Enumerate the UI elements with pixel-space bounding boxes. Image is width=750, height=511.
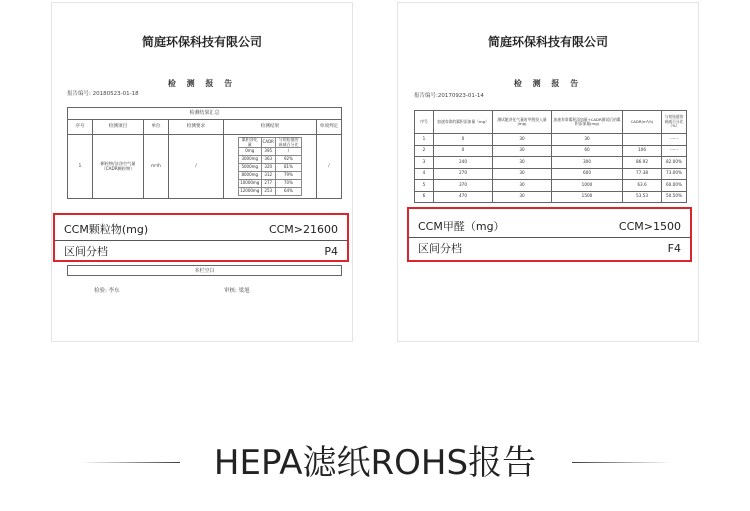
inner-header-cell: 累积净化量 [239,138,262,148]
right-header-cell: 加速寿命累积添加量+CADR测试后的累积添加量(mg) [552,111,623,134]
table-cell: 30 [493,145,552,157]
left-footer-blank: 本栏空白 [67,265,342,276]
table-cell: 0mg [239,148,262,156]
left-company-name: 简庭环保科技有限公司 [141,35,262,49]
table-cell: 240 [434,157,493,169]
table-cell: 70% [275,180,301,188]
table-cell: 63.6 [623,180,662,192]
table-cell: 320 [261,164,275,172]
table-cell: 30 [493,134,552,146]
table-cell: 30 [493,180,552,192]
right-header-cell: 加速寿命的累积添加量（mg） [434,111,493,134]
left-inner-table [238,137,302,196]
left-unit: m³/h [144,135,169,199]
left-test-item: 颗粒物/洁净空气量（CADR颗粒物） [93,135,144,199]
left-highlight-box [53,213,349,262]
right-ccm-label: CCM甲醛（mg） [418,220,505,233]
table-cell: 1500 [552,191,623,203]
table-cell: 92% [275,156,301,164]
right-header-cell: CADR(m³/h) [623,111,662,134]
right-results-table [414,110,687,203]
right-ccm-value: CCM>1500 [618,219,681,233]
table-row [239,172,302,180]
left-grade-row [55,240,347,262]
table-cell: 30 [493,157,552,169]
table-row [415,180,687,192]
inner-header-cell: CADR [261,138,275,148]
left-header-cell: 序号 [68,120,93,135]
table-cell: 30 [493,191,552,203]
table-cell [623,134,662,146]
right-grade-row [409,237,690,259]
left-grade-value: P4 [324,244,338,258]
table-cell: 82.00% [662,157,687,169]
table-cell: 30 [552,134,623,146]
table-cell: 5000mg [239,164,262,172]
table-cell: 3 [415,157,434,169]
left-tester: 检验: 李东 [94,288,120,294]
table-row [239,164,302,172]
table-cell: 6 [415,191,434,203]
table-cell: 50.50% [662,191,687,203]
left-results-table [67,107,342,199]
table-cell: 3000mg [239,156,262,164]
title-divider-right [572,462,672,463]
table-cell: 60 [552,145,623,157]
table-row [415,145,687,157]
right-header-cell: 与初始值的衰减百分比（%） [662,111,687,134]
left-reviewer: 审核: 梁旭 [224,288,250,294]
table-row [239,180,302,188]
left-table-caption: 检测结果汇总 [68,108,342,120]
table-cell: 5 [415,180,434,192]
right-grade-label: 区间分档 [418,242,462,255]
left-row-number: 1 [68,135,93,199]
table-cell: 363 [261,156,275,164]
table-cell: 79% [275,172,301,180]
table-cell: 2 [415,145,434,157]
table-cell: 277 [261,180,275,188]
left-ccm-row [55,218,347,241]
table-cell: 395 [261,148,275,156]
left-header-cell: 单位 [144,120,169,135]
left-report-title: 检 测 报 告 [167,79,237,88]
table-cell: 270 [434,168,493,180]
right-report-number: 报告编号:20170923-01-14 [414,93,484,99]
table-cell: 30 [493,168,552,180]
left-requirement: / [169,135,224,199]
right-report-title: 检 测 报 告 [513,79,583,88]
left-header-cell: 单项判定 [317,120,342,135]
table-cell: 1000 [552,180,623,192]
table-cell: 86.92 [623,157,662,169]
table-cell: 0 [434,134,493,146]
table-cell: / [275,148,301,156]
table-cell: 4 [415,168,434,180]
right-grade-value: F4 [667,241,681,255]
table-cell: 10000mg [239,180,262,188]
table-row [415,168,687,180]
table-row [239,148,302,156]
table-cell: 370 [434,180,493,192]
table-cell: 1 [415,134,434,146]
table-row [415,191,687,203]
table-cell: 253 [261,188,275,196]
right-header-cell: 序号 [415,111,434,134]
table-cell: 470 [434,191,493,203]
left-header-cell: 检测结果 [224,120,317,135]
table-cell: 0 [434,145,493,157]
table-cell: 12000mg [239,188,262,196]
left-report-number: 报告编号: 20180523-01-18 [67,91,139,97]
right-header-cell: 测试舱净化气量时甲醛投入量(mg) [493,111,552,134]
table-cell: 60.00% [662,180,687,192]
left-header-cell: 检测项目 [93,120,144,135]
table-cell: 600 [552,168,623,180]
table-row [415,157,687,169]
right-highlight-box [407,207,692,262]
right-company-name: 简庭环保科技有限公司 [487,35,608,49]
table-cell: ······ [662,134,687,146]
left-ccm-value: CCM>21600 [268,222,338,236]
table-cell: 300 [552,157,623,169]
left-ccm-label: CCM颗粒物(mg) [64,223,149,236]
table-cell: 77.38 [623,168,662,180]
table-cell: 53.53 [623,191,662,203]
table-cell: 8000mg [239,172,262,180]
right-report-card [397,2,699,342]
left-judgement: / [317,135,342,199]
table-cell: 81% [275,164,301,172]
inner-header-cell: 与初始值的衰减百分比 [275,138,301,148]
right-ccm-row [409,215,690,238]
table-cell: 106 [623,145,662,157]
left-report-card [51,2,353,342]
section-title: HEPA滤纸ROHS报告 [213,443,537,483]
table-cell: 312 [261,172,275,180]
left-header-cell: 检测要求 [169,120,224,135]
table-row [415,134,687,146]
table-cell: 73.00% [662,168,687,180]
table-cell: 64% [275,188,301,196]
left-grade-label: 区间分档 [64,245,108,258]
table-row [239,156,302,164]
table-row [239,188,302,196]
table-cell: ······ [662,145,687,157]
